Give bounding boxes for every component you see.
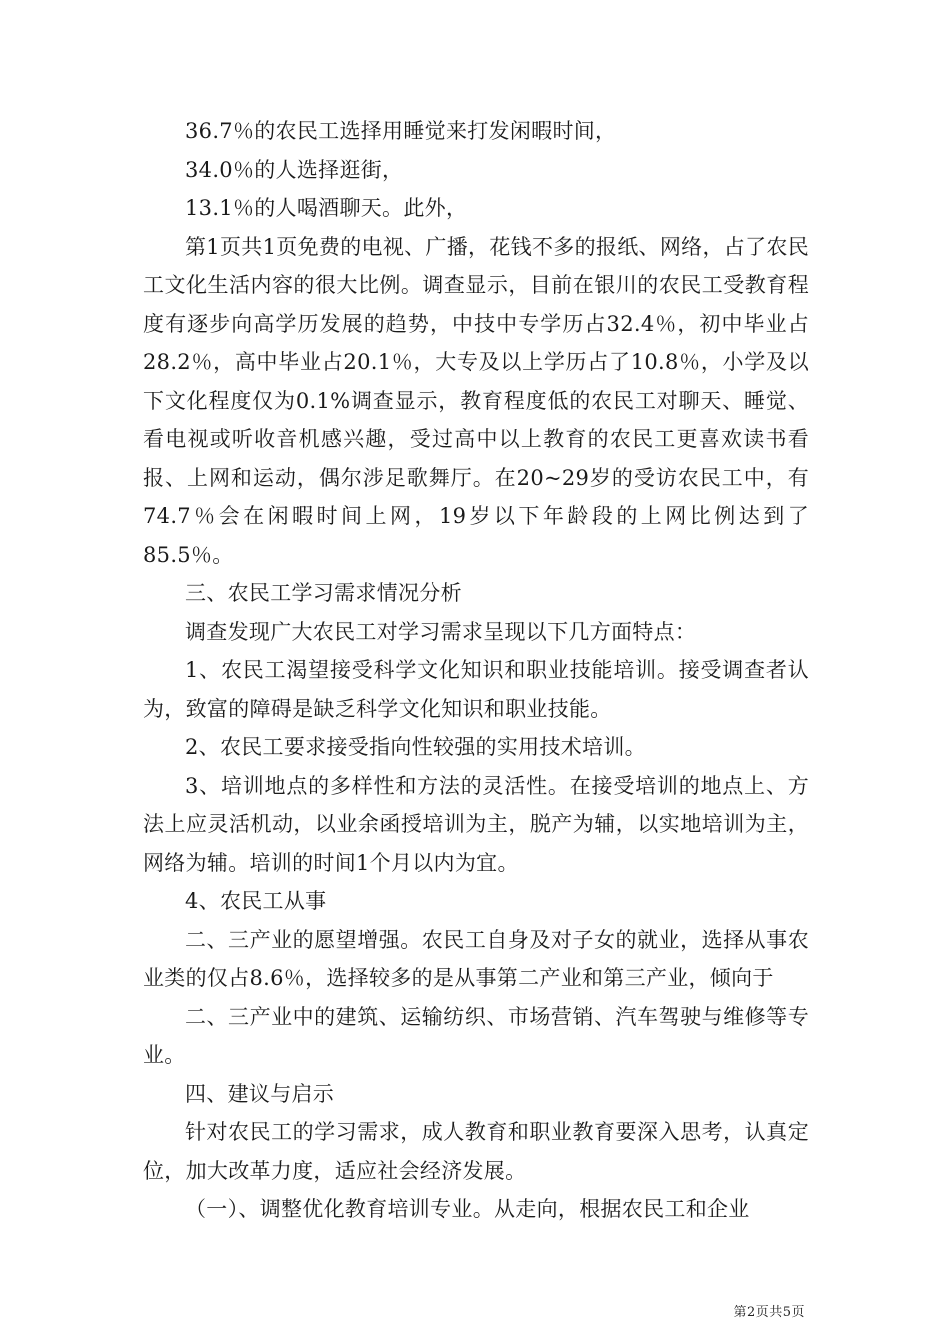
paragraph: 36.7％的农民工选择用睡觉来打发闲暇时间， — [185, 119, 617, 143]
paragraph: 针对农民工的学习需求，成人教育和职业教育要深入思考，认真定位，加大改革力度，适应社会经济发展。 — [143, 1120, 809, 1183]
paragraph: 第1页共1页免费的电视、广播，花钱不多的报纸、网络，占了农民工文化生活内容的很大比例。调查显示，目前在银川的农民工受教育程度有逐步向高学历发展的趋势，中技中专学历占32.4％，初中毕业占28.2％，高中毕业占20.1％，大专及以上学历占了10.8％，小学及以下文化程度仅为0.1%调查显示，教育程度低的农民工对聊天、睡觉、看电视或听收音机感兴趣，受过高中以上教育的农民工更喜欢读书看报、上网和运动，偶尔涉足歌舞厅。在20~29岁的受访农民工中，有74.7％会在闲暇时间上网，19岁以下年龄段的上网比例达到了85.5％。 — [143, 234, 809, 567]
document-body — [143, 112, 809, 1229]
list-item: 1、农民工渴望接受科学文化知识和职业技能培训。接受调查者认为，致富的障碍是缺乏科学文化知识和职业技能。 — [143, 658, 809, 721]
paragraph: 13.1％的人喝酒聊天。此外， — [185, 196, 468, 220]
list-item: 2、农民工要求接受指向性较强的实用技术培训。 — [185, 735, 646, 759]
paragraph: 二、三产业中的建筑、运输纺织、市场营销、汽车驾驶与维修等专业。 — [143, 1004, 809, 1067]
section-heading: 四、建议与启示 — [185, 1081, 335, 1106]
section-heading: 三、农民工学习需求情况分析 — [185, 581, 462, 605]
paragraph: 二、三产业的愿望增强。农民工自身及对子女的就业，选择从事农业类的仅占8.6％，选择较多的是从事第二产业和第三产业，倾向于 — [143, 927, 809, 990]
list-item: 4、农民工从事 — [185, 889, 327, 913]
list-item: 3、培训地点的多样性和方法的灵活性。在接受培训的地点上、方法上应灵活机动，以业余函授培训为主，脱产为辅，以实地培训为主，网络为辅。培训的时间1个月以内为宜。 — [143, 773, 809, 875]
page-number: 第2页共5页 — [733, 1305, 805, 1320]
paragraph: 34.0％的人选择逛街， — [185, 157, 404, 182]
paragraph: （一）、调整优化教育培训专业。从走向，根据农民工和企业 — [185, 1197, 750, 1221]
paragraph: 调查发现广大农民工对学习需求呈现以下几方面特点： — [185, 619, 697, 644]
